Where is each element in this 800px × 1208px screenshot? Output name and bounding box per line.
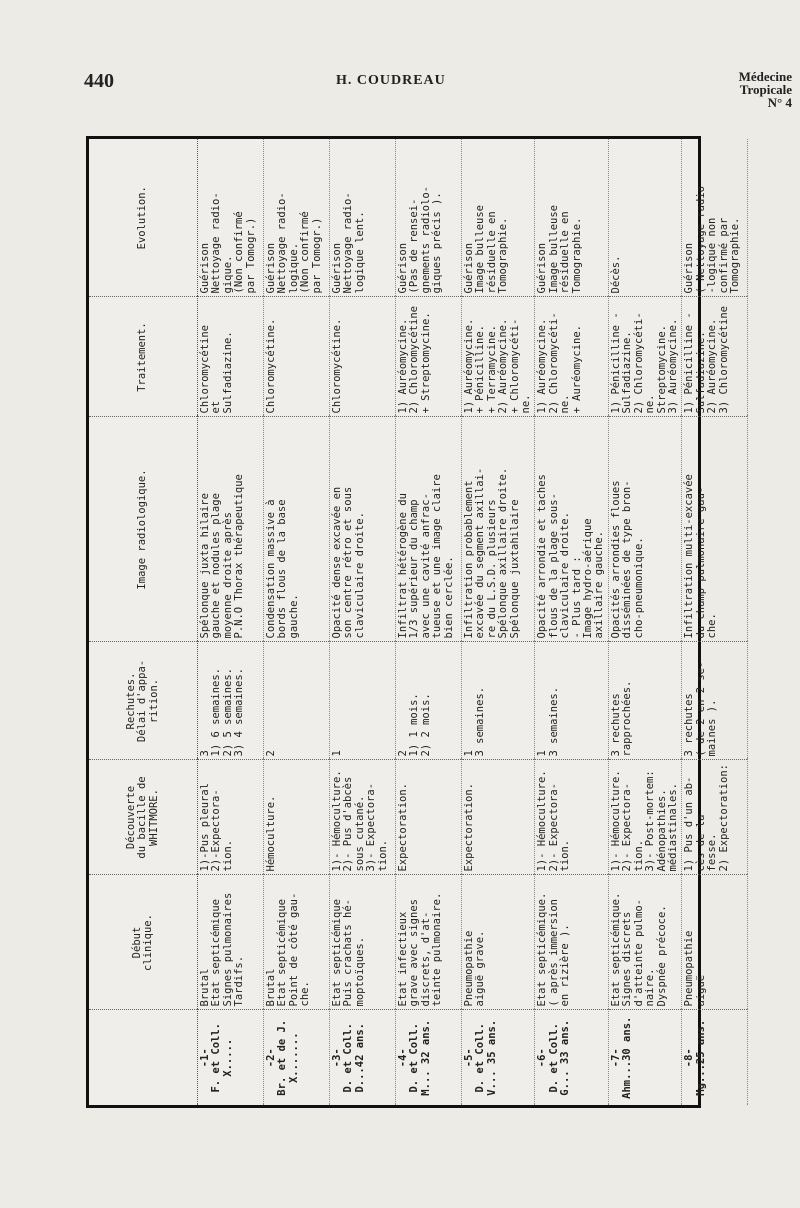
table-row (198, 139, 264, 1105)
cell-rechutes: 1 3 semaines. (462, 642, 535, 760)
header-traitement: Traitement. (89, 297, 198, 417)
cell-evolution: Guérison ( Nettoyage radio -logique non confirmé par Tomographie. (682, 139, 748, 297)
cell-evolution: Guérison Nettoyage radio- logique. (Non confirmé par Tomogr.) (264, 139, 330, 297)
cell-case: -5- D. et Coll. V... 35 ans. (462, 1010, 535, 1105)
running-head-author: H. COUDREAU (336, 73, 446, 88)
cell-decouverte: 1)- Hémoculture. 2)- Expectora- tion. (535, 760, 608, 875)
cell-evolution: Guérison (Pas de rensei- gnements radiolo- giques précis ). (396, 139, 462, 297)
header-image-radiologique: Image radiologique. (89, 417, 198, 642)
cell-decouverte: Hémoculture. (264, 760, 330, 875)
table-row (535, 139, 608, 1105)
cell-evolution: Décès. (608, 139, 681, 297)
journal-label (739, 70, 792, 109)
header-debut-clinique: Début clinique. (89, 875, 198, 1010)
journal-issue: N° 4 (767, 95, 792, 110)
cell-traitement: Chloromycétine et Sulfadiazine. (198, 297, 264, 417)
cell-debut: Pneumopathie aiguë (682, 875, 748, 1010)
cell-evolution: Guérison Nettoyage radio- gique. (Non confirmé par Tomogr.) (198, 139, 264, 297)
cell-rechutes: 3 rechutes ( de 2 en 2 se- maines ). (682, 642, 748, 760)
cell-case: -1- F. et Coll. X..... (198, 1010, 264, 1105)
cell-decouverte: 1)-Pus pleural 2)-Expectora- tion. (198, 760, 264, 875)
cell-rechutes: 2 1) 1 mois. 2) 2 mois. (396, 642, 462, 760)
table-row (396, 139, 462, 1105)
cell-case: -2- Br. et de J. X....... (264, 1010, 330, 1105)
journal-name-line1: Médecine (738, 69, 792, 84)
cell-debut: Etat infectieux grave avec signes discrets, d'at- teinte pulmonaire. (396, 875, 462, 1010)
cell-image: Condensation massive à bords flous de la base gauche. (264, 417, 330, 642)
cell-decouverte: 1)- Hémoculture. 2)- Expectora- tion. 3)- Post-mortem: Adénopathies. médiastinales. (608, 760, 681, 875)
cell-image: Opacités arrondies floues disséminées de type bron- cho-pneumonique. (608, 417, 681, 642)
cell-debut: Etat septicémique Puis crachats hé- moptoïques. (330, 875, 396, 1010)
header-evolution: Evolution. (89, 139, 198, 297)
cell-traitement: 1) Auréomycine. 2) Chloromycéti- ne. + Auréomycine. (535, 297, 608, 417)
cell-traitement: Chloromycétine. (264, 297, 330, 417)
cell-case: -3- D. et Coll. D...42 ans. (330, 1010, 396, 1105)
cell-rechutes: 2 (264, 642, 330, 760)
cell-evolution: Guérison Image bulleuse résiduelle en Tomographie. (535, 139, 608, 297)
cell-rechutes: 1 3 semaines. (535, 642, 608, 760)
cell-case: -8- Mg...25 ans. (682, 1010, 748, 1105)
cell-case: -4- D. et Coll. M... 32 ans. (396, 1010, 462, 1105)
cell-debut: Pneumopathie aiguë grave. (462, 875, 535, 1010)
cell-traitement: 1) Auréomycine. 2) Chloromycétine + Streptomycine. (396, 297, 462, 417)
cell-debut: Etat septicémique. ( après immersion en rizière ). (535, 875, 608, 1010)
cell-rechutes: 1 (330, 642, 396, 760)
cell-decouverte: Expectoration. (462, 760, 535, 875)
table-row (330, 139, 396, 1105)
cell-case: -7- Ahm...30 ans. (608, 1010, 681, 1105)
cell-rechutes: 3 rechutes rapprochées. (608, 642, 681, 760)
cell-image: Spélonque juxta hilaire gauche et nodules plage moyenne droite après P.N.O Thorax thérapeutique (198, 417, 264, 642)
cell-image: Opacité dense excavée en son centre rétro et sous claviculaire droite. (330, 417, 396, 642)
cell-case: -6- D. et Coll. G... 33 ans. (535, 1010, 608, 1105)
cell-traitement: Chloromycétine. (330, 297, 396, 417)
cell-evolution: Guérison Image bulleuse résiduelle en Tomographie. (462, 139, 535, 297)
header-rechutes: Rechutes. Délai d'appa- rition. (89, 642, 198, 760)
page-number: 440 (84, 70, 114, 92)
cell-decouverte: 1)- Hémoculture. 2)- Pus d'abcès sous cutané. 3)- Expectora- tion. (330, 760, 396, 875)
cell-rechutes: 3 1) 6 semaines. 2) 5 semaines. 3) 4 semaines. (198, 642, 264, 760)
header-decouverte: Découverte du bacille de WHITMORE. (89, 760, 198, 875)
cell-image: Infiltration multi-excavée du champ pulmonaire gau- che. (682, 417, 748, 642)
table-row (462, 139, 535, 1105)
header-case (89, 1010, 198, 1105)
cell-debut: Brutal Etat septicémique Point de côté gau- che. (264, 875, 330, 1010)
cell-decouverte: 1) Pus d'un ab- cès de la fesse. 2) Expectoration: (682, 760, 748, 875)
cell-image: Infiltrat hétérogène du 1/3 supérieur du champ avec une cavité anfrac- tueuse et une image claire bien cerclée. (396, 417, 462, 642)
table-header-row (89, 139, 198, 1105)
cell-image: Infiltration probablement excavée du segment axillai- re du L.S.D. plusieurs Spélonque axillaire droite. Spélonque juxtahilaire (462, 417, 535, 642)
cell-image: Opacité arrondie et taches flous de la plage sous- claviculaire droite. - Plus tard : Image hydro-aérique axillaire gauche. (535, 417, 608, 642)
rotated-table-frame (86, 136, 741, 1108)
journal-name-line2: Tropicale (739, 82, 792, 97)
cell-decouverte: Expectoration. (396, 760, 462, 875)
cell-debut: Etat septicémique. Signes discrets d'atteinte pulmo- naire. Dyspnée précoce. (608, 875, 681, 1010)
rotated-table-content (89, 139, 741, 1105)
table-row (682, 139, 748, 1105)
case-table (89, 139, 748, 1105)
cell-traitement: 1) Auréomycine. + Pénicilline. + Terramycine. 2) Auréomycine. + Chloromycéti- ne. (462, 297, 535, 417)
cell-debut: Brutal Etat septicémique Signes pulmonaires Tardifs. (198, 875, 264, 1010)
cell-traitement: 1) Pénicilline - Sulfadiazine. 2) Auréomycine. 3) Chloromycétine (682, 297, 748, 417)
cell-traitement: 1) Pénicilline - Sulfadiazine. 2) Chloromycéti- ne. Streptomycine. 3) Auréomycine. (608, 297, 681, 417)
cell-evolution: Guérison Nettoyage radio- logique lent. (330, 139, 396, 297)
table-row (608, 139, 681, 1105)
table-row (264, 139, 330, 1105)
